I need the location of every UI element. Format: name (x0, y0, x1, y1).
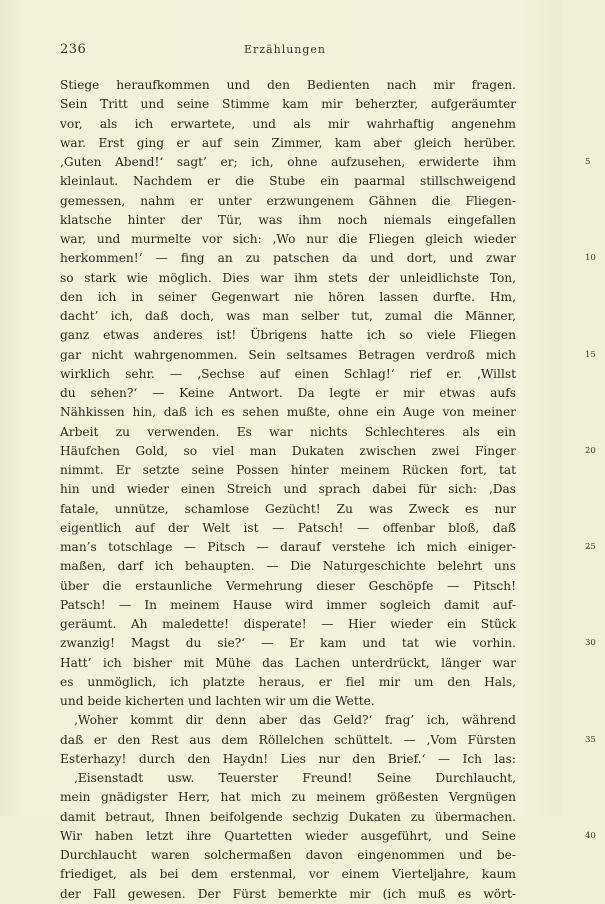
text-line: herkommen!‘ — fing an zu patschen da und dort, und zwar (60, 251, 516, 266)
text-line: so stark wie möglich. Dies war ihm stets der unleidlichste Ton, (60, 270, 516, 285)
text-line: maßen, darf ich behaupten. — Die Naturgeschichte belehrt uns (60, 559, 516, 574)
text-line: wirklich sehr. — ‚Sechse auf einen Schlag!‘ rief er. ‚Willst (60, 366, 516, 381)
text-line: klatsche hinter der Tür, was ihm noch niemals eingefallen (60, 212, 516, 227)
text-line: Stiege heraufkommen und den Bedienten nach mir fragen. (60, 78, 516, 92)
text-line: man’s totschlage — Pitsch — darauf verstehe ich mich einiger- (60, 540, 516, 554)
text-line: Patsch! — In meinem Hause wird immer sogleich damit auf- (60, 597, 516, 612)
text-line: Esterhazy! durch den Haydn! Lies nur den Brief.‘ — Ich las: (60, 751, 516, 766)
text-line: Nähkissen hin, daß ich es sehen mußte, ohne ein Auge von meiner (60, 405, 516, 420)
text-line: nimmt. Er setzte seine Possen hinter meinem Rücken fort, tat (60, 463, 516, 477)
text-line: war, und murmelte vor sich: ‚Wo nur die Fliegen gleich wieder (60, 232, 516, 246)
text-line: über die erstaunliche Vermehrung dieser Geschöpfe — Pitsch! (60, 578, 516, 593)
text-line: daß er den Rest aus dem Röllelchen schüttelt. — ‚Vom Fürsten (60, 732, 516, 747)
text-line: ganz etwas anderes ist! Übrigens hatte ich so viele Fliegen (60, 328, 516, 343)
text-line: Sein Tritt und seine Stimme kam mir beherzter, aufgeräumter (60, 97, 516, 112)
text-line: hin und wieder einen Streich und sprach dabei für sich: ‚Das (60, 482, 516, 497)
body-text (60, 76, 596, 904)
text-line: es unmöglich, ich platzte heraus, er fiel mir um den Hals, (60, 674, 516, 689)
text-line: ‚Woher kommt dir denn aber das Geld?‘ frag’ ich, während (74, 713, 516, 728)
text-line: mein gnädigster Herr, hat mich zu meinem größesten Vergnügen (60, 790, 516, 805)
line-number: 20 (585, 445, 596, 456)
line-number: 35 (585, 734, 596, 745)
page-number: 236 (60, 42, 87, 57)
text-line: Arbeit zu verwenden. Es war nichts Schlechteres als ein (60, 424, 516, 439)
text-line: ‚Guten Abend!‘ sagt’ er; ich, ohne aufzusehen, erwiderte ihm (60, 155, 516, 169)
line-number: 40 (585, 830, 596, 841)
text-line: dacht’ ich, daß doch, was man selber tut, zumal die Männer, (60, 309, 516, 323)
line-number: 10 (585, 253, 596, 264)
text-line: eigentlich auf der Welt ist — Patsch! — offenbar bloß, daß (60, 520, 516, 535)
text-line: den ich in seiner Gegenwart nie hören lassen durfte. Hm, (60, 289, 516, 304)
text-line: gar nicht wahrgenommen. Sein seltsames Betragen verdroß mich (60, 347, 516, 362)
line-number: 25 (585, 542, 596, 552)
text-line: Häufchen Gold, so viel man Dukaten zwischen zwei Finger (60, 443, 516, 458)
text-line: damit betraut, Ihnen beifolgende sechzig Dukaten zu übermachen. (60, 809, 516, 824)
text-line: gemessen, nahm er unter erzwungenem Gähnen die Fliegen- (60, 193, 516, 208)
text-line: Hatt’ ich bisher mit Mühe das Lachen unterdrückt, länger war (60, 655, 516, 670)
text-line: zwanzig! Magst du sie?‘ — Er kam und tat wie vorhin. (60, 636, 516, 651)
line-number: 15 (585, 349, 596, 360)
text-line: ‚Eisenstadt usw. Teuerster Freund! Seine Durchlaucht, (74, 771, 516, 785)
text-line: vor, als ich erwartete, und als mir wahrhaftig angenehm (60, 116, 516, 131)
line-number: 30 (585, 638, 596, 649)
page-header (60, 42, 510, 64)
text-line: war. Erst ging er auf sein Zimmer, kam aber gleich herüber. (60, 135, 516, 150)
text-line: fatale, unnütze, schamlose Gezücht! Zu was Zweck es nur (60, 501, 516, 516)
text-line: und beide kicherten und lachten wir um die Wette. (60, 694, 375, 708)
text-line: geräumt. Ah maledette! disperate! — Hier wieder ein Stück (60, 617, 516, 631)
text-line: kleinlaut. Nachdem er die Stube ein paarmal stillschweigend (60, 174, 516, 189)
text-line: du sehen?‘ — Keine Antwort. Da legte er mir etwas aufs (60, 386, 516, 400)
text-line: Durchlaucht waren solchermaßen davon eingenommen und be- (60, 848, 516, 862)
text-line: der Fall gewesen. Der Fürst bemerkte mir (ich muß es wört- (60, 886, 516, 901)
text-line: Wir haben letzt ihre Quartetten wieder ausgeführt, und Seine (60, 828, 516, 843)
text-line: friediget, als bei dem erstenmal, vor einem Vierteljahre, kaum (60, 867, 516, 882)
running-head: Erzählungen (243, 43, 327, 56)
line-number: 5 (585, 157, 591, 167)
